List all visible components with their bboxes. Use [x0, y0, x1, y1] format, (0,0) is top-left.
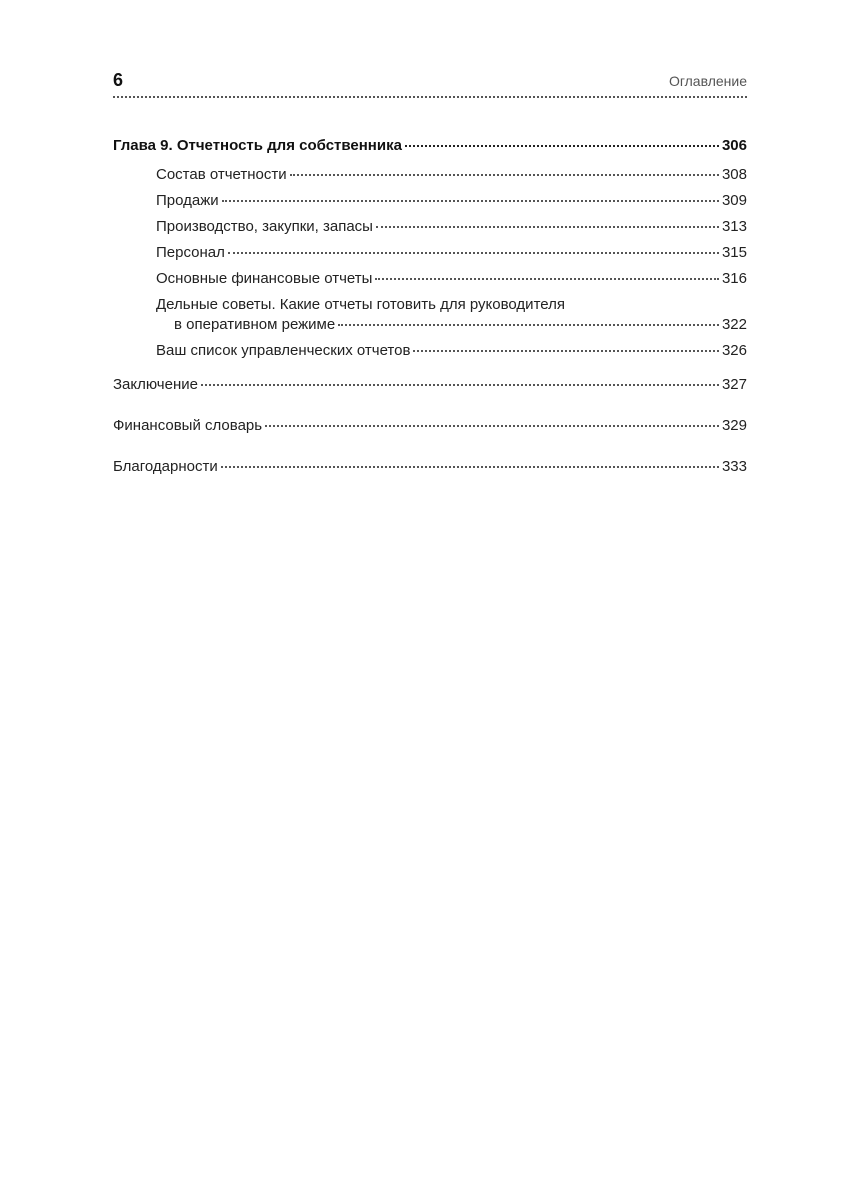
toc-entry-page: 329: [721, 417, 747, 434]
toc-entry-title: Производство, закупки, запасы: [156, 218, 373, 235]
toc-entry-page: 322: [721, 316, 747, 333]
toc-entry-title: Заключение: [113, 376, 198, 393]
toc-entry-continuation: [156, 315, 747, 335]
dot-leader: [338, 324, 719, 326]
toc-entry-page: 316: [721, 270, 747, 287]
toc-entry-page: 313: [721, 218, 747, 235]
toc-entry-title: Состав отчетности: [156, 166, 287, 183]
dot-leader: [376, 226, 719, 228]
toc-entry-page: 333: [721, 458, 747, 475]
running-head: [113, 70, 747, 98]
dot-leader: [228, 252, 719, 254]
table-of-contents: [113, 136, 747, 498]
toc-subsection-entry[interactable]: [113, 191, 747, 211]
running-title: Оглавление: [668, 73, 747, 89]
toc-chapter-entry[interactable]: [113, 136, 747, 156]
toc-entry-page: 306: [721, 137, 747, 154]
toc-section-entry[interactable]: [113, 457, 747, 477]
dot-leader: [265, 425, 719, 427]
toc-entry-title: Продажи: [156, 192, 219, 209]
toc-subsection-entry[interactable]: [113, 165, 747, 185]
dot-leader: [413, 350, 719, 352]
dot-leader: [222, 200, 719, 202]
dot-leader: [405, 145, 719, 147]
page-number: 6: [113, 70, 124, 90]
toc-entry-title: Персонал: [156, 244, 225, 261]
toc-entry-page: 327: [721, 376, 747, 393]
toc-entry-page: 309: [721, 192, 747, 209]
dot-leader: [290, 174, 719, 176]
dot-leader: [201, 384, 719, 386]
toc-entry-title: Основные финансовые отчеты: [156, 270, 373, 287]
toc-subsection-entry[interactable]: [113, 341, 747, 361]
toc-subsection-entry[interactable]: [113, 217, 747, 237]
toc-entry-title: Благодарности: [113, 458, 218, 475]
toc-section-entry[interactable]: [113, 375, 747, 395]
toc-entry-title-line2: в оперативном режиме: [174, 316, 336, 333]
toc-entry-title-line1: Дельные советы. Какие отчеты готовить для руководителя: [156, 296, 565, 313]
toc-section-entry[interactable]: [113, 416, 747, 436]
dot-leader: [375, 278, 719, 280]
toc-subsection-entry[interactable]: [113, 269, 747, 289]
toc-entry-page: 326: [721, 342, 747, 359]
toc-subsection-entry-multiline[interactable]: [113, 295, 747, 335]
toc-entry-title: Финансовый словарь: [113, 417, 263, 434]
toc-entry-page: 315: [721, 244, 747, 261]
toc-entry-page: 308: [721, 166, 747, 183]
toc-subsection-entry[interactable]: [113, 243, 747, 263]
dot-leader: [221, 466, 719, 468]
toc-entry-title: Глава 9. Отчетность для собственника: [113, 137, 402, 154]
toc-entry-title: Ваш список управленческих отчетов: [156, 342, 411, 359]
